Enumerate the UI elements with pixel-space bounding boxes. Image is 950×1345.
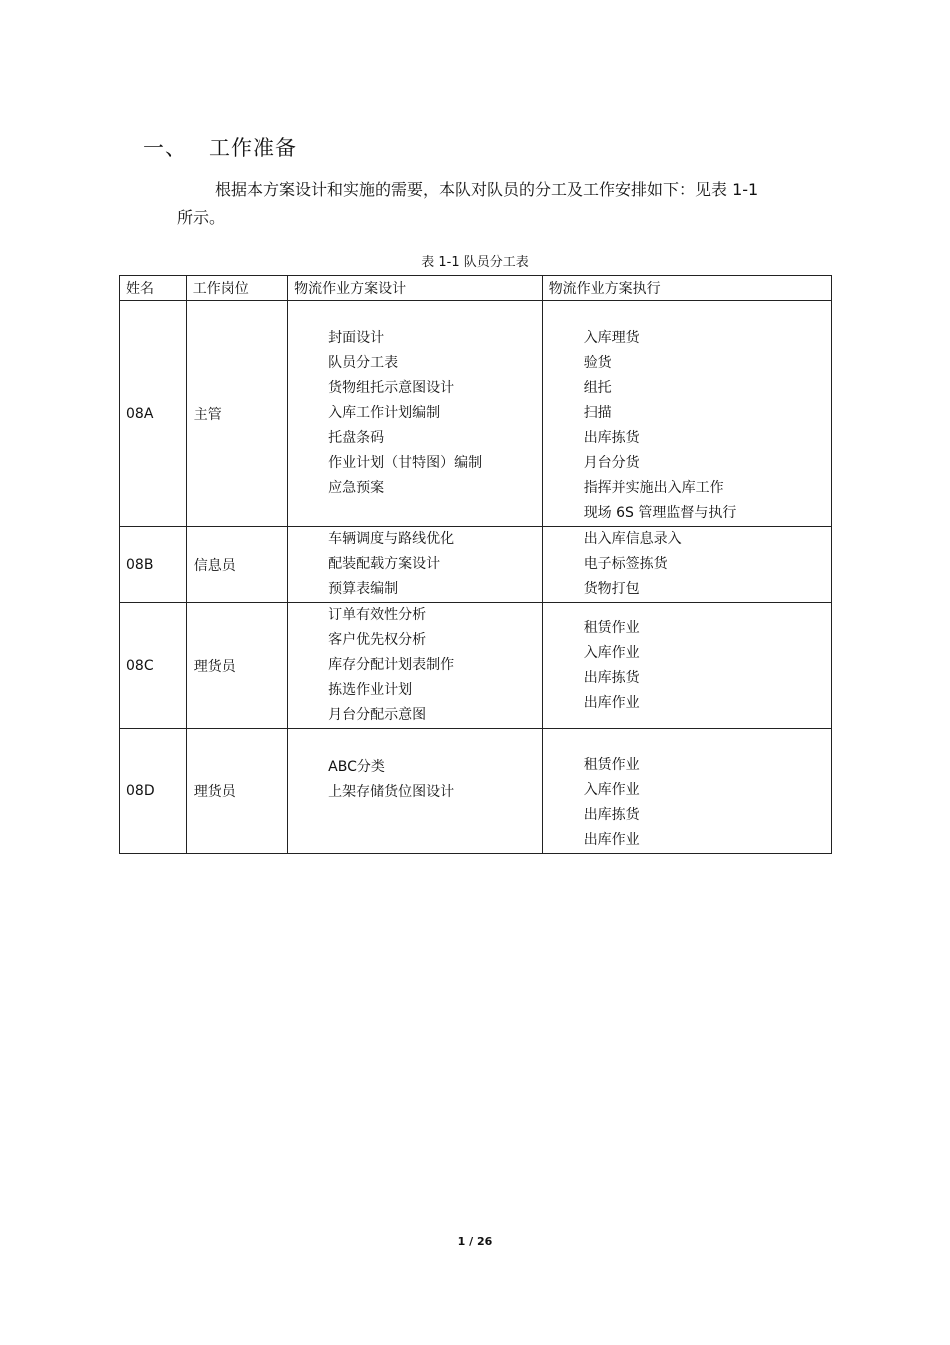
design-tasks-cell (288, 729, 543, 854)
design-task: 上架存储货位图设计 (328, 784, 455, 800)
execution-task: 组托 (583, 380, 612, 396)
section-heading (143, 132, 297, 162)
execution-task: 出库作业 (583, 832, 640, 848)
design-task: 库存分配计划表制作 (328, 657, 455, 673)
member-role: 理货员 (186, 603, 287, 729)
member-role: 信息员 (186, 527, 287, 603)
execution-task-list (543, 326, 831, 526)
execution-tasks-cell (542, 729, 831, 854)
execution-task: 入库理货 (583, 330, 640, 346)
member-name: 08D (120, 729, 187, 854)
member-name: 08B (120, 527, 187, 603)
design-task: 应急预案 (328, 480, 385, 496)
intro-paragraph (177, 176, 777, 232)
header-design: 物流作业方案设计 (288, 276, 543, 301)
execution-task-list (543, 616, 831, 716)
design-tasks-cell (288, 301, 543, 527)
design-task-list (288, 527, 542, 602)
table-row (120, 301, 832, 527)
table-row (120, 527, 832, 603)
table-header-row (120, 276, 832, 301)
execution-task: 出库拣货 (583, 807, 640, 823)
execution-task: 扫描 (583, 405, 612, 421)
design-task: 托盘条码 (328, 430, 385, 446)
execution-task: 租赁作业 (583, 619, 640, 636)
design-task: 拣选作业计划 (328, 682, 413, 698)
execution-task: 月台分货 (583, 455, 640, 471)
execution-task: 出库拣货 (583, 669, 640, 686)
design-task: 预算表编制 (328, 581, 399, 597)
intro-text: 根据本方案设计和实施的需要，本队对队员的分工及工作安排如下：见表 1-1 所示。 (177, 180, 759, 227)
execution-task: 租赁作业 (583, 757, 640, 773)
member-name: 08A (120, 301, 187, 527)
team-division-table (119, 275, 832, 854)
header-execution: 物流作业方案执行 (542, 276, 831, 301)
design-task: 订单有效性分析 (328, 607, 427, 623)
member-role: 理货员 (186, 729, 287, 854)
section-number: 一、 (143, 136, 187, 160)
design-tasks-cell (288, 527, 543, 603)
header-role: 工作岗位 (186, 276, 287, 301)
design-task: 作业计划（甘特图）编制 (328, 455, 483, 471)
design-task-list (288, 603, 542, 728)
design-task: 入库工作计划编制 (328, 405, 441, 421)
execution-tasks-cell (542, 527, 831, 603)
design-tasks-cell (288, 603, 543, 729)
design-task: 配装配载方案设计 (328, 556, 441, 572)
execution-task: 指挥并实施出入库工作 (583, 480, 724, 496)
execution-task: 出库作业 (583, 694, 640, 711)
header-name: 姓名 (120, 276, 187, 301)
page-number: 1 / 26 (457, 1235, 493, 1248)
table-row (120, 729, 832, 854)
execution-task: 验货 (583, 355, 612, 371)
table-caption: 表 1-1 队员分工表 (421, 255, 529, 270)
design-task: 货物组托示意图设计 (328, 380, 455, 396)
execution-task: 出入库信息录入 (583, 531, 682, 547)
execution-task: 现场 6S 管理监督与执行 (583, 505, 737, 521)
execution-task: 入库作业 (583, 782, 640, 798)
execution-task: 货物打包 (583, 581, 640, 597)
design-task: 月台分配示意图 (328, 707, 427, 723)
design-task: 车辆调度与路线优化 (328, 531, 455, 547)
design-task: 队员分工表 (328, 355, 399, 371)
section-title: 工作准备 (209, 136, 297, 160)
member-name: 08C (120, 603, 187, 729)
execution-tasks-cell (542, 603, 831, 729)
table-row (120, 603, 832, 729)
design-task-list (288, 755, 542, 805)
execution-task: 出库拣货 (583, 430, 640, 446)
execution-task: 入库作业 (583, 644, 640, 661)
execution-task-list (543, 753, 831, 853)
member-role: 主管 (186, 301, 287, 527)
design-task: 客户优先权分析 (328, 632, 427, 648)
execution-tasks-cell (542, 301, 831, 527)
execution-task: 电子标签拣货 (583, 556, 668, 572)
execution-task-list (543, 527, 831, 602)
design-task: ABC分类 (328, 759, 385, 775)
design-task-list (288, 326, 542, 501)
design-task: 封面设计 (328, 330, 385, 346)
